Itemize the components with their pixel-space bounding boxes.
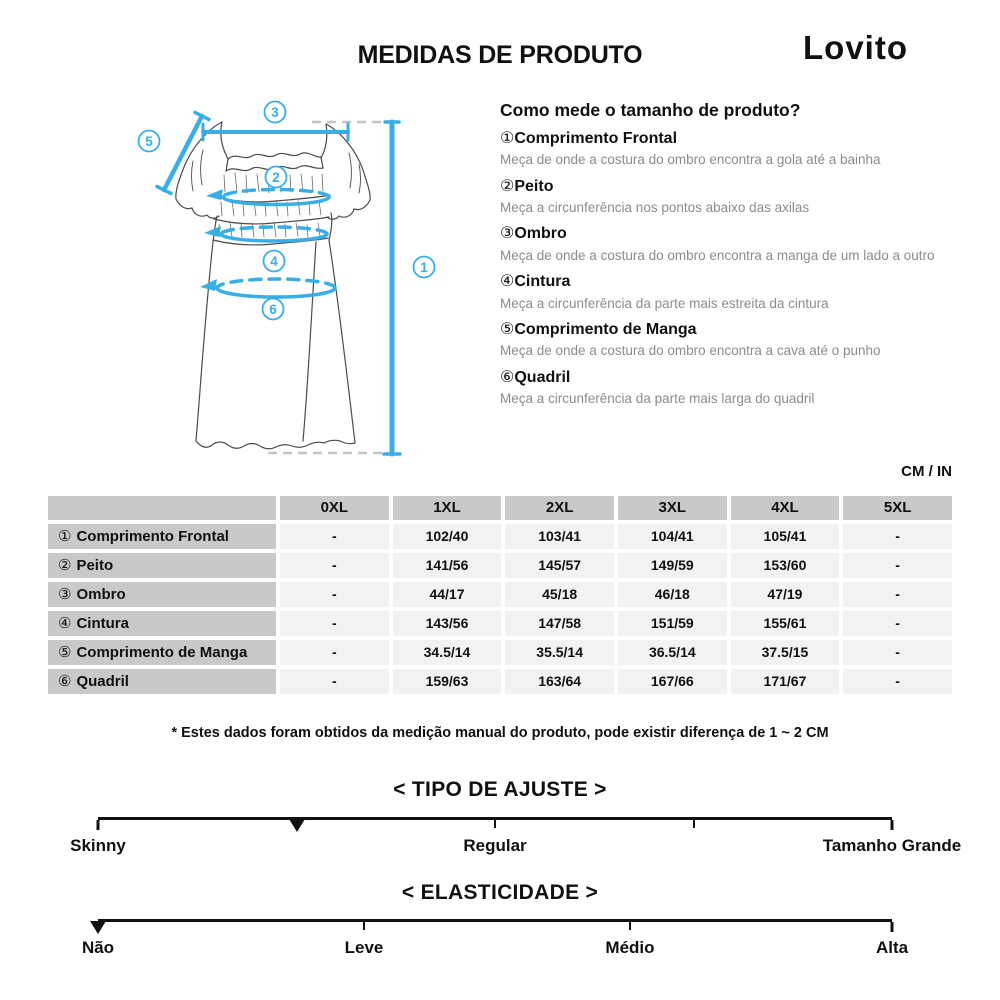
svg-text:3: 3 (271, 104, 279, 120)
svg-text:6: 6 (269, 301, 277, 317)
table-row (48, 553, 952, 578)
scale-tick (363, 922, 365, 930)
diagram-marker-2 (266, 167, 287, 188)
size-value: 34.5/14 (393, 640, 502, 665)
row-label-text: Ombro (76, 586, 126, 603)
size-value: 147/58 (505, 611, 614, 636)
row-label (48, 524, 276, 549)
diagram-marker-6 (263, 299, 284, 320)
svg-text:2: 2 (272, 169, 280, 185)
guide-item-name (500, 320, 958, 340)
elasticity-marker-triangle (90, 921, 106, 934)
scale-label: Skinny (70, 836, 126, 855)
scale-label: Regular (463, 836, 527, 855)
table-row (48, 524, 952, 549)
row-label (48, 611, 276, 636)
row-label (48, 640, 276, 665)
measure-name: Peito (514, 177, 554, 195)
size-value: - (280, 553, 389, 578)
circled-number: ② (58, 557, 72, 574)
size-value: 105/41 (731, 524, 840, 549)
scale-label: Leve (344, 938, 384, 957)
measurement-annotations (157, 113, 400, 455)
guide-item (500, 224, 958, 266)
row-label (48, 553, 276, 578)
scale-tick (494, 820, 496, 828)
size-value: 141/56 (393, 553, 502, 578)
size-column-header: 2XL (505, 496, 614, 520)
brand-logo: Lovito (803, 29, 908, 66)
size-value: 171/67 (731, 669, 840, 694)
guide-item (500, 272, 958, 314)
svg-text:1: 1 (420, 259, 428, 275)
size-value: - (280, 640, 389, 665)
guide-item (500, 129, 958, 171)
circled-number: ⑥ (500, 368, 515, 386)
table-header-row (48, 496, 952, 520)
row-label-text: Peito (76, 557, 114, 574)
guide-item-desc: Meça a circunferência da parte mais estreita da cintura (500, 295, 829, 311)
guide-item-name (500, 177, 958, 197)
row-label (48, 582, 276, 607)
table-row (48, 640, 952, 665)
scale-tick (891, 922, 894, 932)
circled-number: ① (58, 528, 72, 545)
table-corner-cell (48, 496, 276, 520)
guide-item-desc: Meça a circunferência nos pontos abaixo das axilas (500, 200, 810, 216)
size-value: - (280, 669, 389, 694)
scale-tick (629, 922, 631, 930)
row-label-text: Quadril (76, 673, 129, 690)
size-column-header: 5XL (843, 496, 952, 520)
size-value: - (843, 669, 952, 694)
row-label-text: Comprimento de Manga (76, 644, 248, 661)
size-value: 37.5/15 (731, 640, 840, 665)
size-value: 145/57 (505, 553, 614, 578)
size-value: 163/64 (505, 669, 614, 694)
diagram-marker-1 (414, 257, 435, 278)
fit-scale (70, 817, 962, 863)
size-value: 153/60 (731, 553, 840, 578)
scale-label: Tamanho Grande (822, 836, 962, 855)
guide-item-name (500, 272, 958, 292)
guide-item-desc: Meça de onde a costura do ombro encontra a cava até o punho (500, 343, 881, 359)
dashed-guide-lines (268, 122, 390, 453)
measurement-disclaimer: * Estes dados foram obtidos da medição manual do produto, pode existir diferença de 1 ~ 2 CM (171, 725, 829, 741)
guide-item-desc: Meça a circunferência da parte mais larga do quadril (500, 391, 815, 407)
page-title: MEDIDAS DE PRODUTO (357, 41, 643, 69)
size-value: - (280, 524, 389, 549)
scale-line (98, 919, 892, 922)
dress-measurement-diagram (100, 95, 460, 475)
size-table (44, 492, 956, 698)
scale-label: Médio (605, 938, 655, 957)
elasticity-scale-title: < ELASTICIDADE > (401, 881, 599, 904)
svg-text:5: 5 (145, 133, 153, 149)
guide-title: Como mede o tamanho de produto? (500, 100, 801, 120)
size-value: - (843, 640, 952, 665)
size-value: - (843, 611, 952, 636)
size-value: 104/41 (618, 524, 727, 549)
size-column-header: 0XL (280, 496, 389, 520)
diagram-marker-3 (265, 102, 286, 123)
diagram-marker-4 (264, 251, 285, 272)
unit-label: CM / IN (901, 463, 952, 480)
circled-number: ⑥ (58, 673, 72, 690)
circled-number: ① (500, 130, 515, 147)
size-value: 44/17 (393, 582, 502, 607)
guide-item-name (500, 224, 958, 244)
circled-number: ⑤ (58, 644, 72, 661)
circled-number: ② (500, 177, 515, 195)
table-row (48, 582, 952, 607)
size-value: 143/56 (393, 611, 502, 636)
fit-scale-title: < TIPO DE AJUSTE > (393, 778, 607, 801)
size-value: 102/40 (393, 524, 502, 549)
svg-text:4: 4 (270, 253, 278, 269)
measure-name: Quadril (514, 368, 571, 386)
length-measure-line (384, 122, 400, 454)
circled-number: ④ (500, 273, 515, 291)
scale-tick (693, 820, 695, 828)
size-value: 35.5/14 (505, 640, 614, 665)
measure-name: Cintura (514, 273, 571, 291)
size-column-header: 3XL (618, 496, 727, 520)
scale-label: Alta (875, 938, 909, 957)
size-value: 151/59 (618, 611, 727, 636)
waist-measure-ellipse (204, 226, 327, 241)
scale-label: Não (81, 938, 115, 957)
size-value: 46/18 (618, 582, 727, 607)
guide-item-name (500, 129, 958, 149)
guide-item-desc: Meça de onde a costura do ombro encontra a gola até a bainha (500, 152, 881, 168)
scale-tick (97, 820, 100, 830)
guide-item (500, 320, 958, 362)
scale-tick (891, 820, 894, 830)
circled-number: ④ (58, 615, 72, 632)
circled-number: ③ (58, 586, 72, 603)
measure-name: Comprimento de Manga (514, 320, 697, 338)
elasticity-scale (81, 919, 909, 965)
size-column-header: 4XL (731, 496, 840, 520)
guide-item-name (500, 368, 958, 388)
hip-measure-ellipse (200, 279, 335, 297)
measure-name: Ombro (514, 225, 567, 243)
circled-number: ⑤ (500, 320, 515, 338)
size-value: 45/18 (505, 582, 614, 607)
diagram-marker-5 (139, 131, 160, 152)
size-value: - (843, 582, 952, 607)
size-column-header: 1XL (393, 496, 502, 520)
size-value: - (843, 553, 952, 578)
fit-marker-triangle (289, 819, 305, 832)
size-value: 149/59 (618, 553, 727, 578)
measure-guide (500, 100, 958, 409)
table-row (48, 669, 952, 694)
circled-number: ③ (500, 225, 515, 243)
size-value: 167/66 (618, 669, 727, 694)
table-row (48, 611, 952, 636)
guide-item (500, 177, 958, 219)
row-label-text: Comprimento Frontal (76, 528, 229, 545)
measure-name: Comprimento Frontal (514, 130, 678, 147)
guide-item (500, 368, 958, 410)
size-value: 155/61 (731, 611, 840, 636)
size-value: 47/19 (731, 582, 840, 607)
size-value: 103/41 (505, 524, 614, 549)
size-value: 159/63 (393, 669, 502, 694)
size-value: - (280, 611, 389, 636)
row-label (48, 669, 276, 694)
guide-item-desc: Meça de onde a costura do ombro encontra a manga de um lado a outro (500, 247, 935, 263)
row-label-text: Cintura (76, 615, 129, 632)
size-value: 36.5/14 (618, 640, 727, 665)
size-value: - (843, 524, 952, 549)
size-value: - (280, 582, 389, 607)
